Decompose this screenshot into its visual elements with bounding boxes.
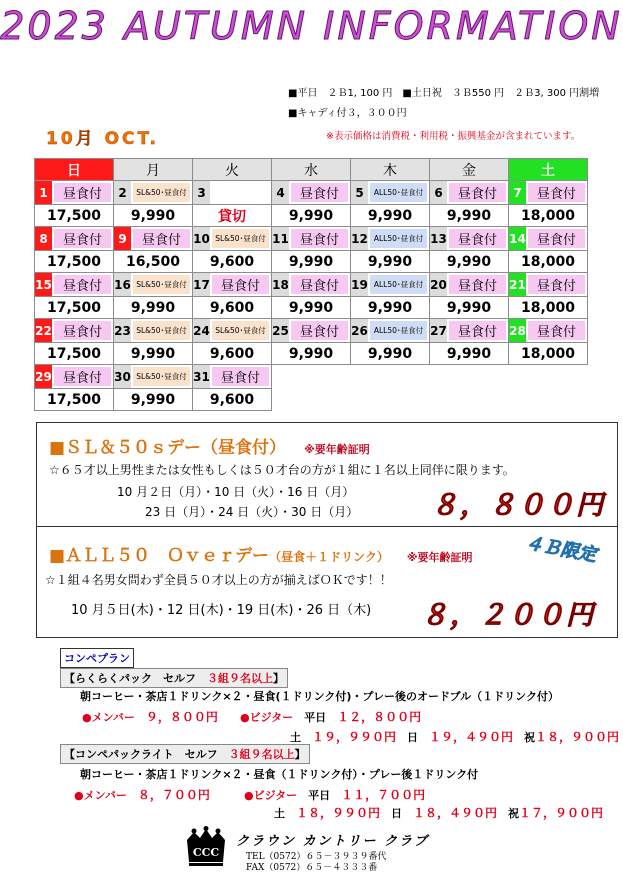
- day-price-reserved: 貸切: [193, 205, 272, 227]
- day-cell: [351, 319, 430, 343]
- day-event: 昼食付: [449, 183, 506, 202]
- month-label: 10月 OCT.: [46, 129, 159, 149]
- day-price: 17,500: [35, 251, 114, 273]
- plan1-sun-price: １９，４９０円: [429, 730, 514, 744]
- day-cell: [193, 273, 272, 297]
- weekday-fri: 金: [430, 159, 509, 181]
- day-event: ALL50･昼食付: [370, 321, 427, 340]
- day-cell: [35, 227, 114, 251]
- plan1-weekend-line: [290, 728, 619, 745]
- day-event: 昼食付: [291, 183, 348, 202]
- plan1-sat-label: 土: [290, 731, 301, 744]
- empty-cell: [351, 389, 430, 411]
- plan2-hol-price: １７，９００円: [519, 806, 604, 820]
- day-price: 9,990: [272, 251, 351, 273]
- sl50-age-note: ※要年齢証明: [304, 443, 370, 456]
- plan1-visitor-label: ●ビジター: [240, 711, 294, 724]
- day-event: 昼食付: [212, 367, 269, 386]
- weekday-wed: 水: [272, 159, 351, 181]
- day-number: 5: [351, 181, 368, 204]
- sl50-description: ☆６５才以上男性または女性もしくは５０才台の方が１組に１名以上同伴に限ります。: [49, 463, 515, 477]
- day-number: 18: [272, 273, 289, 296]
- day-number: 21: [509, 273, 526, 296]
- day-event: SL&50･昼食付: [133, 321, 190, 340]
- day-number: 8: [35, 227, 52, 250]
- day-number: 16: [114, 273, 131, 296]
- day-event: SL&50･昼食付: [133, 275, 190, 294]
- day-cell: [272, 181, 351, 205]
- day-price: 9,990: [351, 343, 430, 365]
- day-cell: [509, 227, 588, 251]
- plan1-member-label: ●メンバー: [82, 711, 135, 724]
- plan2-visitor-line: [244, 786, 425, 803]
- sl50-dates-1: 10 月２日（月）・10 日（火）・16 日（月）: [117, 485, 355, 499]
- day-number: 1: [35, 181, 52, 204]
- plan2-sun-label: 日: [391, 807, 403, 820]
- calendar-table: [34, 158, 588, 411]
- plan2-content: 朝コーヒー・茶店１ドリンク×２・昼食（１ドリンク付）・プレー後１ドリンク付: [80, 768, 479, 781]
- empty-cell: [509, 365, 588, 389]
- day-cell: [193, 181, 272, 205]
- day-number: 20: [430, 273, 447, 296]
- plan1-close: 】: [273, 672, 284, 685]
- plan1-member-price: ９，８００円: [145, 710, 218, 724]
- day-price: 9,990: [351, 297, 430, 319]
- day-number: 22: [35, 319, 52, 342]
- day-number: 7: [509, 181, 526, 204]
- day-price: 9,600: [193, 343, 272, 365]
- day-number: 19: [351, 273, 368, 296]
- empty-cell: [351, 365, 430, 389]
- day-event: ALL50･昼食付: [370, 229, 427, 248]
- plan1-condition: ３組９名以上: [207, 672, 273, 685]
- week-row-prices: [35, 389, 588, 411]
- empty-cell: [509, 389, 588, 411]
- sl50-section: [36, 422, 618, 527]
- plan1-hol-label: 祝: [524, 731, 536, 744]
- plan2-weekday-label: 平日: [308, 789, 331, 802]
- day-cell: [114, 273, 193, 297]
- day-event: 昼食付: [54, 275, 111, 294]
- day-cell: [509, 319, 588, 343]
- day-number: 17: [193, 273, 210, 296]
- plan2-member-label: ●メンバー: [74, 789, 127, 802]
- plan2-condition: ３組９名以上: [228, 748, 295, 761]
- day-event: 昼食付: [54, 183, 111, 202]
- all50-heading: [49, 541, 473, 566]
- day-number: 14: [509, 227, 526, 250]
- sl50-price: ８，８００円: [431, 490, 605, 521]
- day-cell: [272, 227, 351, 251]
- crown-letters: CCC: [192, 846, 220, 859]
- day-cell: [35, 365, 114, 389]
- day-event: SL&50･昼食付: [133, 367, 190, 386]
- day-price: 9,990: [272, 205, 351, 227]
- plan2-header: [60, 744, 310, 764]
- crown-icon: [184, 826, 228, 868]
- day-event: 昼食付: [291, 275, 348, 294]
- day-number: 2: [114, 181, 131, 204]
- week-row-prices: [35, 343, 588, 365]
- plan2-sat-price: １８，９９０円: [296, 806, 381, 820]
- day-number: 11: [272, 227, 289, 250]
- plan2-hol-label: 祝: [508, 807, 520, 820]
- day-number: 6: [430, 181, 447, 204]
- day-event: SL&50･昼食付: [212, 229, 269, 248]
- weekday-mon: 月: [114, 159, 193, 181]
- day-price: 9,990: [351, 205, 430, 227]
- day-cell: [114, 227, 193, 251]
- plan1-content: 朝コーヒー・茶店１ドリンク×２・昼食(１ドリンク付)・プレー後のオードブル（１ドリンク付）: [80, 690, 559, 703]
- day-event: SL&50･昼食付: [133, 183, 190, 202]
- week-row-prices: [35, 297, 588, 319]
- day-price: 18,000: [509, 251, 588, 273]
- club-fax: FAX（0572）６５－４３３３番: [246, 863, 378, 873]
- price-line-1: ■平日 ２Ｂ1, 100 円 ■土日祝 ３Ｂ550 円 ２Ｂ3, 300 円割増: [288, 88, 600, 99]
- day-price: 18,000: [509, 297, 588, 319]
- day-number: 9: [114, 227, 131, 250]
- day-number: 12: [351, 227, 368, 250]
- all50-price: ８，２００円: [421, 600, 595, 631]
- plan2-close: 】: [294, 748, 306, 761]
- all50-heading-text: ■ＡＬＬ５０ Ｏｖｅｒデー: [49, 546, 270, 566]
- day-cell: [35, 319, 114, 343]
- page-title: 2023 AUTUMN INFORMATION: [0, 4, 623, 48]
- day-number: 27: [430, 319, 447, 342]
- day-price: 9,600: [193, 251, 272, 273]
- plan1-visitor-line: [240, 708, 421, 725]
- club-name: クラウン カントリー クラブ: [236, 834, 430, 849]
- plan1-sun-label: 日: [407, 731, 419, 744]
- day-event: ALL50･昼食付: [370, 183, 427, 202]
- day-event: 昼食付: [291, 321, 348, 340]
- weekday-thu: 木: [351, 159, 430, 181]
- day-number: 13: [430, 227, 447, 250]
- day-number: 23: [114, 319, 131, 342]
- day-number: 3: [193, 181, 210, 204]
- club-tel: TEL（0572）６５－３９３９番代: [246, 852, 387, 862]
- day-price: 9,990: [351, 251, 430, 273]
- day-event: 昼食付: [528, 183, 585, 202]
- day-price: 9,990: [114, 205, 193, 227]
- day-price: 9,990: [430, 205, 509, 227]
- day-price: 9,990: [430, 343, 509, 365]
- day-price: 17,500: [35, 297, 114, 319]
- day-cell: [272, 319, 351, 343]
- day-cell: [114, 365, 193, 389]
- day-cell: [272, 273, 351, 297]
- plan1-weekday-price: １２，８００円: [337, 710, 422, 724]
- all50-section: [36, 526, 618, 638]
- sl50-dates-2: 23 日（月）・24 日（火）・30 日（月）: [145, 505, 359, 519]
- price-info: [288, 84, 599, 124]
- day-price: 9,600: [193, 297, 272, 319]
- day-price: 9,990: [272, 343, 351, 365]
- tax-notice: ※表示価格は消費税・利用税・振興基金が含まれています。: [326, 131, 581, 142]
- plan1-name: 【らくらくパック セルフ: [64, 672, 196, 685]
- day-number: 25: [272, 319, 289, 342]
- day-event: 昼食付: [528, 229, 585, 248]
- day-event: 昼食付: [54, 321, 111, 340]
- price-line-2: ■キャディ付３，３００円: [288, 108, 407, 119]
- compe-plan-title: コンペプラン: [60, 648, 134, 668]
- day-event: [212, 183, 269, 202]
- day-cell: [430, 273, 509, 297]
- plan2-sat-label: 土: [274, 807, 285, 820]
- day-number: 10: [193, 227, 210, 250]
- club-contact: [246, 852, 386, 874]
- day-event: 昼食付: [449, 321, 506, 340]
- weekday-header-row: [35, 159, 588, 181]
- day-event: 昼食付: [212, 275, 269, 294]
- week-row-prices: [35, 205, 588, 227]
- day-cell: [351, 227, 430, 251]
- day-event: 昼食付: [54, 229, 111, 248]
- day-number: 28: [509, 319, 526, 342]
- day-event: 昼食付: [291, 229, 348, 248]
- day-cell: [193, 227, 272, 251]
- day-cell: [430, 181, 509, 205]
- day-cell: [430, 319, 509, 343]
- empty-cell: [272, 389, 351, 411]
- week-row-days: [35, 319, 588, 343]
- all50-description: ☆１組４名男女問わず全員５０才以上の方が揃えばＯＫです！！: [45, 573, 392, 587]
- day-price: 16,500: [114, 251, 193, 273]
- day-number: 4: [272, 181, 289, 204]
- week-row-days: [35, 181, 588, 205]
- day-price: 9,990: [114, 389, 193, 411]
- plan1-weekday-label: 平日: [304, 711, 327, 724]
- day-event: 昼食付: [528, 275, 585, 294]
- plan2-name: 【コンペパックライト セルフ: [64, 748, 218, 761]
- day-price: 17,500: [35, 343, 114, 365]
- empty-cell: [272, 365, 351, 389]
- empty-cell: [430, 365, 509, 389]
- day-number: 26: [351, 319, 368, 342]
- day-number: 31: [193, 365, 210, 388]
- sl50-heading: [49, 433, 370, 458]
- day-number: 29: [35, 365, 52, 388]
- day-event: ALL50･昼食付: [370, 275, 427, 294]
- day-cell: [35, 273, 114, 297]
- day-number: 30: [114, 365, 131, 388]
- day-cell: [351, 273, 430, 297]
- week-row-days: [35, 227, 588, 251]
- day-price: 9,600: [193, 389, 272, 411]
- day-event: 昼食付: [528, 321, 585, 340]
- day-price: 17,500: [35, 205, 114, 227]
- all50-age-note: ※要年齢証明: [406, 551, 473, 564]
- day-event: 昼食付: [449, 275, 506, 294]
- week-row-days: [35, 273, 588, 297]
- weekday-sun: 日: [35, 159, 114, 181]
- day-cell: [193, 319, 272, 343]
- sl50-heading-text: ■ＳＬ＆５０ｓデー（昼食付）: [49, 438, 287, 458]
- all50-dates: 10 月５日(木)・12 日(木)・19 日(木)・26 日（木): [71, 603, 372, 618]
- week-row-days: [35, 365, 588, 389]
- plan2-sun-price: １８，４９０円: [413, 806, 498, 820]
- day-cell: [193, 365, 272, 389]
- day-price: 17,500: [35, 389, 114, 411]
- day-cell: [114, 181, 193, 205]
- day-cell: [35, 181, 114, 205]
- plan2-weekday-price: １１，７００円: [341, 788, 426, 802]
- week-row-prices: [35, 251, 588, 273]
- day-cell: [430, 227, 509, 251]
- plan2-member-line: [74, 786, 210, 803]
- weekday-tue: 火: [193, 159, 272, 181]
- all50-4b-badge: ４Ｂ限定: [523, 532, 599, 567]
- day-price: 9,990: [114, 343, 193, 365]
- day-event: 昼食付: [449, 229, 506, 248]
- day-price: 9,990: [114, 297, 193, 319]
- plan2-weekend-line: [274, 804, 603, 821]
- plan1-header: [60, 668, 288, 688]
- day-cell: [114, 319, 193, 343]
- day-price: 9,990: [430, 251, 509, 273]
- plan1-member-line: [82, 708, 218, 725]
- day-number: 24: [193, 319, 210, 342]
- day-event: 昼食付: [54, 367, 111, 386]
- day-event: 昼食付: [133, 229, 190, 248]
- day-event: SL&50･昼食付: [212, 321, 269, 340]
- day-cell: [509, 181, 588, 205]
- day-number: 15: [35, 273, 52, 296]
- day-price: 9,990: [430, 297, 509, 319]
- plan1-sat-price: １９，９９０円: [312, 730, 397, 744]
- all50-heading-sub: （昼食＋１ドリンク）: [269, 550, 389, 564]
- day-price: 18,000: [509, 205, 588, 227]
- empty-cell: [430, 389, 509, 411]
- day-price: 9,990: [272, 297, 351, 319]
- plan1-hol-price: １８，９００円: [535, 730, 620, 744]
- weekday-sat: 土: [509, 159, 588, 181]
- day-price: 18,000: [509, 343, 588, 365]
- day-cell: [509, 273, 588, 297]
- plan2-member-price: ８，７００円: [137, 788, 210, 802]
- day-cell: [351, 181, 430, 205]
- plan2-visitor-label: ●ビジター: [244, 789, 298, 802]
